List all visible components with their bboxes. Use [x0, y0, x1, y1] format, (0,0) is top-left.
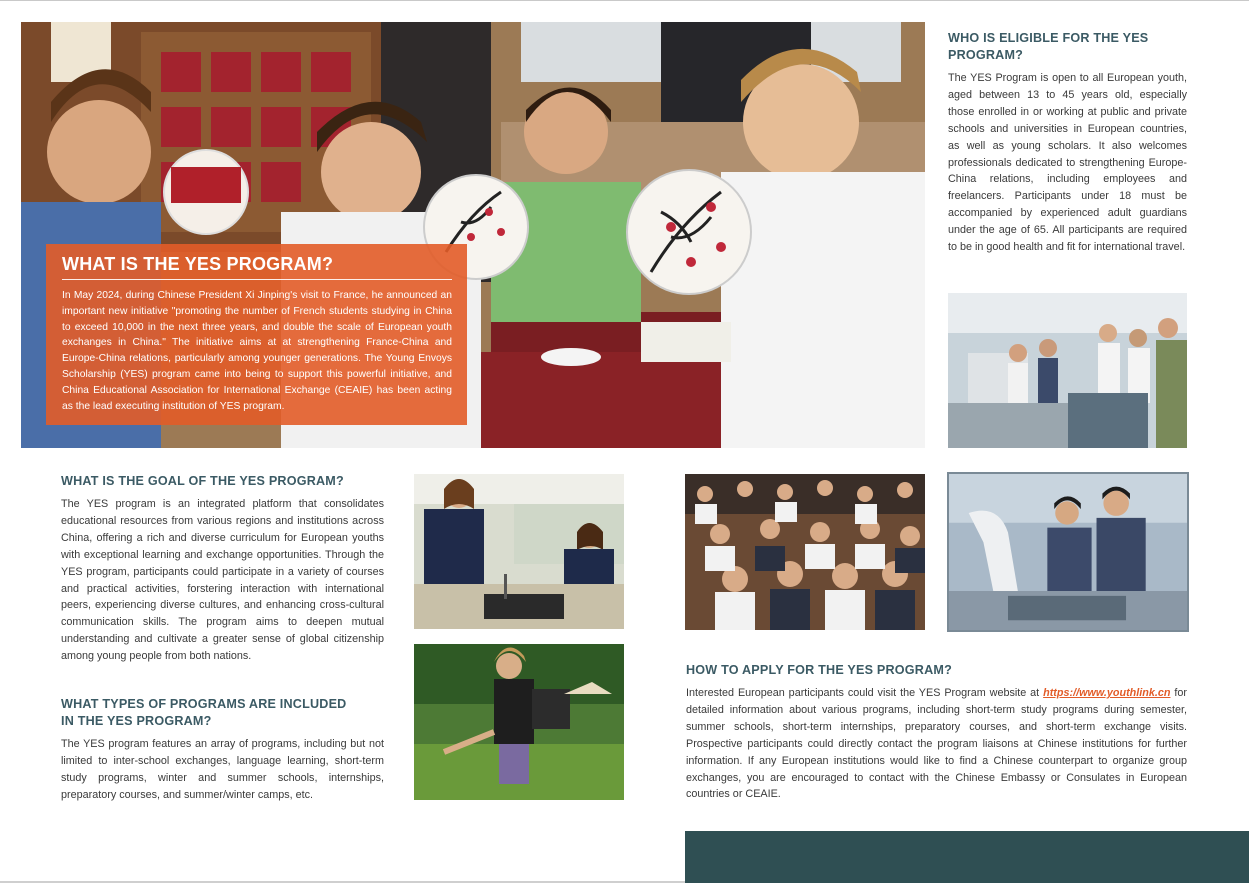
apply-body-rest: for detailed information about various programs, including short-term study programs during semester, summer schools, short-term internships, preparatory courses, and short-term exchange visits. Prospective participants could directly contact the program liaisons at Chinese institutions for further information. If any European institutions would like to find a Chinese counterpart to organize group exchanges, you are encouraged to contact with the Chinese Embassy or Consulates in European countries or CEAIE.: [686, 687, 1187, 801]
types-heading: [61, 696, 381, 730]
hero-body: In May 2024, during Chinese President Xi Jinping's visit to France, he announced an important new initiative "promoting the number of French students studying in China to exceed 10,000 in the next three years, and double the scale of European youth exchanges in China." The initiative aims at at strengthening France-China and Europe-China relations, particularly among younger generations. The Young Envoys Scholarship (YES) program came into being to support this powerful initiative, and China Educational Association for International Exchange (CEAIE) has been acting as the lead executing institution of YES program.: [62, 290, 452, 412]
goal-heading: WHAT IS THE GOAL OF THE YES PROGRAM?: [61, 474, 344, 488]
photo-robotics-lab: [947, 472, 1189, 632]
eligible-body: The YES Program is open to all European youth, aged between 13 to 45 years old, especially those enrolled in or working at public and private schools and universities in European countries, as well as young scholars. It also welcomes professionals dedicated to strengthening Europe-China relations, including employees and freelancers. Participants under 18 must be accompanied by experienced adult guardians under the age of 65. All participants are required to be in good health and fit for international travel.: [948, 72, 1187, 254]
types-heading-line2: IN THE YES PROGRAM?: [61, 714, 212, 728]
photo-lecture-audience: [685, 474, 925, 630]
eligible-heading: WHO IS ELIGIBLE FOR THE YES PROGRAM?: [948, 31, 1149, 62]
photo-lab-visit: [948, 293, 1187, 448]
hero-title: WHAT IS THE YES PROGRAM?: [62, 254, 452, 280]
apply-body: [686, 685, 1187, 803]
types-heading-line1: WHAT TYPES OF PROGRAMS ARE INCLUDED: [61, 697, 347, 711]
apply-body-intro: Interested European participants could visit the YES Program website at: [686, 687, 1044, 699]
photo-science-class: [414, 474, 624, 629]
photo-tea-picking: [414, 644, 624, 800]
footer-color-band: [685, 831, 1249, 883]
youthlink-website-link[interactable]: https://www.youthlink.cn: [1043, 687, 1171, 699]
top-rule: [0, 0, 1249, 1]
goal-body: The YES program is an integrated platform that consolidates educational resources from various regions and institutions across China, offering a rich and diverse curriculum for European youths with exceptional learning and exchange opportunities. Through the YES program, participants could participate in a variety of courses and practical activities, forstering interaction with international peers, experiencing diverse cultures, and enhancing cross-cultural communication skills. The program aims to deepen mutual understanding and cultivate a greater sense of global citizenship among young people from both nations.: [61, 498, 384, 663]
hero-overlay-box: [46, 244, 467, 425]
types-body: The YES program features an array of programs, including but not limited to inter-school exchanges, language learning, short-term study programs, winter and summer schools, internships, preparatory courses, and summer/winter camps, etc.: [61, 738, 384, 801]
apply-heading: HOW TO APPLY FOR THE YES PROGRAM?: [686, 663, 952, 677]
